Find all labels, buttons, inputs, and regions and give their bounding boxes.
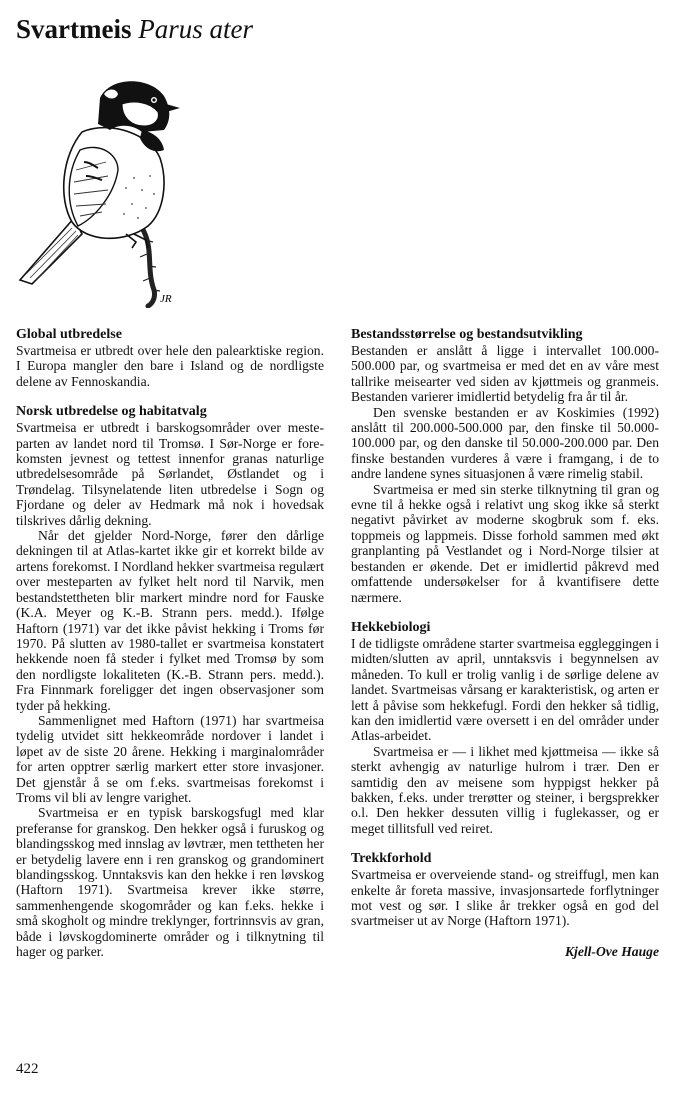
paragraph: Bestanden er anslått å ligge i intervallet 100.000-500.000 par, og svartmeisa er med det en av våre mest tallrike meisearter ved siden av kjøttmeis og granmeis. Bestanden varierer imidlertid betydelig fra år til år. [351,343,659,405]
left-column [16,327,324,974]
coal-tit-drawing-icon [14,58,192,308]
paragraph: Når det gjelder Nord-Norge, fører den dårlige dekningen til at Atlas-kartet ikke gir et korrekt bilde av artens forekomst. I Nordland hekker svartmeisa regulært over mesteparten av fylket helt nord til Narvik, men bestandstettheten blir markert mindre nord for Fauske (K.A. Meyer og K.-B. Strann pers. medd.). Ifølge Haftorn (1971) var det ikke påvist hekking i Troms før 1970. På slutten av 1980-tallet er svartmeisa konstatert hekkende noen få steder i fylket med Tromsø by som den nordligste lokaliteten (K.-B. Strann pers. medd.). Fra Finnmark foreligger det ingen observasjoner som tyder på hekking. [16,528,324,713]
paragraph: Svartmeisa er med sin sterke tilknytning til gran og evne til å hekke også i relativt ung skog ikke så sterkt negativt påvirket av moderne skogbruk som f. eks. toppmeis og lappmeis. Disse forhold sammen med økt granplanting på Vestlandet og i Nord-Norge tilsier at bestanden er økende. Det er imidlertid påkrevd med omfattende undersøkelser for å kvantifisere dette nærmere. [351,481,659,605]
species-title [16,14,253,45]
paragraph: Svartmeisa er overveiende stand- og streiffugl, men kan enkelte år foreta massive, invasjonsartede forflytninger mot vest og sør. I slike år trekker også en god del svartmeiser ut av Norge (Haftorn 1971). [351,867,659,929]
paragraph: Svartmeisa er utbredt i barskogsområder over mesteparten av landet nord til Tromsø. I Sør-Norge er forekomsten jevnest og tettest innenfor granas naturlige utbredelsesområde på Sørlandet, Østlandet og i Trøndelag. Tilsynelatende liten utbredelse i Sogn og Fjordane og deler av Hedmark må nok i hovedsak tilskrives dårlig dekning. [16,420,324,528]
section-heading: Hekkebiologi [351,619,431,635]
section-heading: Trekkforhold [351,851,432,867]
paragraph: Svartmeisa er — i likhet med kjøttmeisa — ikke så sterkt avhengig av naturlige hulrom i trær. Den er samtidig den av meisene som hyppigst hekker på bakken, f.eks. under trerøtter og steiner, i bergsprekker o.l. Den hekker dessuten villig i fuglekasser, og er meget tillitsfull ved reiret. [351,743,659,836]
section-heading: Global utbredelse [16,327,122,342]
artist-signature: JR [160,293,172,305]
paragraph: Sammenlignet med Haftorn (1971) har svartmeisa tydelig utvidet sitt hekkeområde nordover i landet i løpet av de siste 20 årene. Hekking i marginalområder for arten opptrer særlig markert etter store invasjoner. Det gjenstår å se om f.eks. svartmeisas forekomst i Troms vil bli av lengre varighet. [16,712,324,805]
section-heading: Norsk utbredelse og habitatvalg [16,404,207,420]
section-population [351,327,659,605]
latin-name: Parus ater [138,14,253,44]
section-heading: Bestandsstørrelse og bestandsutvikling [351,327,583,342]
section-breeding [351,620,659,836]
paragraph: I de tidligste områdene starter svartmeisa eggleggingen i midten/slutten av april, unntaksvis i begynnelsen av måneden. To kull er trolig vanlig i de sørlige delene av landet. Svartmeisas vårsang er karakteristisk, og arten er lett å påvise som hekkefugl. Fordi den hekker så tidlig, kan den imidlertid være oversett i en del områder under Atlas-arbeidet. [351,635,659,744]
section-global [16,327,324,389]
section-migration [351,851,659,929]
page-number: 422 [16,1061,39,1077]
paragraph: Svartmeisa er utbredt over hele den palearktiske region. I Europa mangler den bare i Island og de nordligste delene av Fennoskandia. [16,343,324,389]
paragraph: Den svenske bestanden er av Koskimies (1992) anslått til 200.000-500.000 par, den finske til 50.000-100.000 par, og den danske til 50.000-200.000 par. Den finske bestanden vurderes å være i framgang, i de to andre landene synes situasjonen å være rimelig stabil. [351,404,659,482]
right-column [351,327,659,959]
paragraph: Svartmeisa er en typisk barskogsfugl med klar preferanse for granskog. Den hekker også i furuskog og blandingsskog med innslag av løvtrær, men tettheten her er betydelig lavere enn i ren granskog og grandominert blandingsskog. Unntaksvis kan den hekke i ren løvskog (Haftorn 1971). Svartmeisa krever ikke større, sammenhengende skogområder og kan f.eks. hekke i små skogholt og mindre treklynger, fortrinnsvis av gran, både i løvskogdominerte områder og i tilknytning til hager og parker. [16,805,324,960]
common-name: Svartmeis [16,14,132,44]
author-signature: Kjell-Ove Hauge [564,943,659,959]
section-norway [16,404,324,959]
